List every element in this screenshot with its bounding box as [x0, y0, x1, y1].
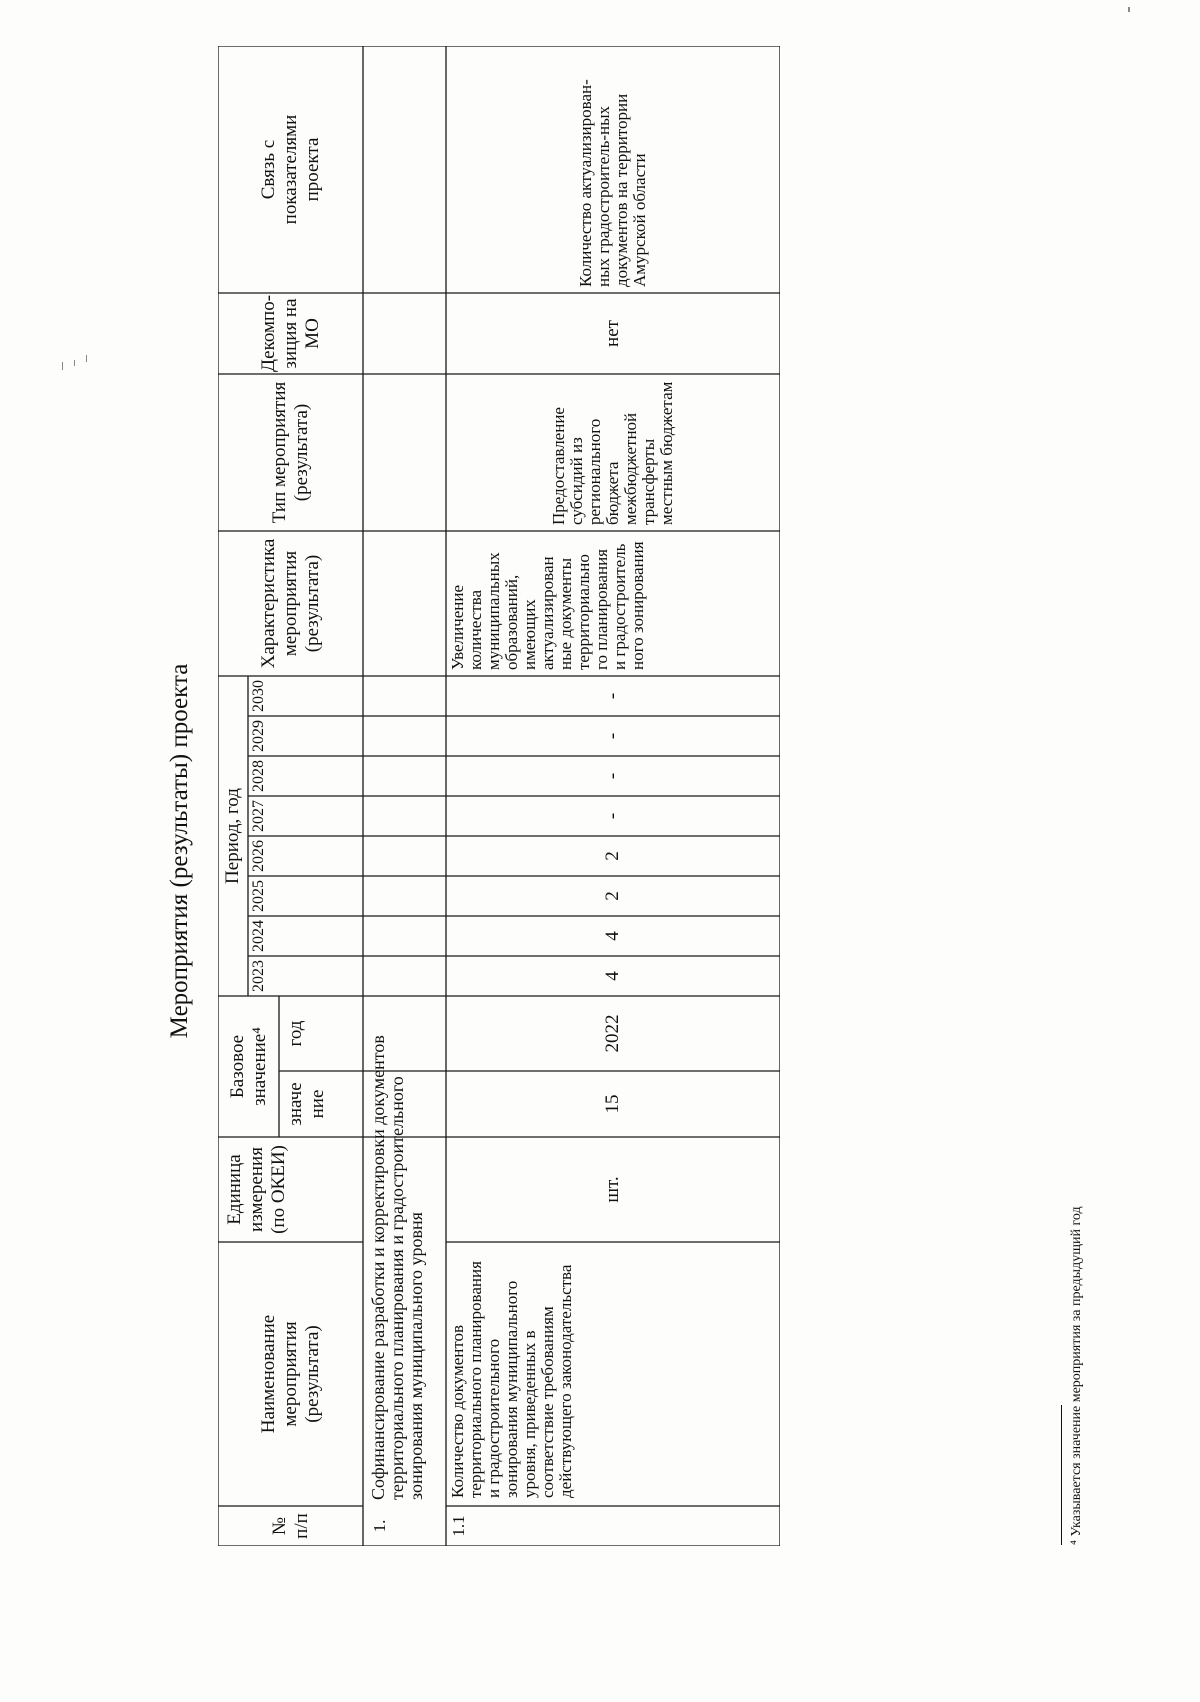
- row-num: 1.1: [449, 1515, 468, 1537]
- section-num: 1.: [370, 1519, 389, 1533]
- scan-speck: [86, 355, 87, 362]
- header-year: 2029: [250, 720, 267, 752]
- header-year: 2028: [250, 760, 267, 792]
- header-base-year: год: [285, 1020, 306, 1047]
- row-year-value: 4: [602, 971, 623, 981]
- scan-speck: [62, 362, 63, 370]
- row-year-value: 2: [602, 851, 623, 861]
- header-year: 2025: [250, 880, 267, 912]
- header-year: 2030: [250, 680, 267, 712]
- row-characteristic: Увеличение количества муниципальных образований, имеющих актуализирован ные документы территориально го планирования и градостроитель ного зонирования: [448, 541, 647, 670]
- row-year-value: -: [602, 812, 623, 820]
- row-decomposition: нет: [602, 320, 623, 347]
- scan-speck: [74, 360, 75, 366]
- header-base-value: значе ние: [285, 1082, 328, 1126]
- header-year: 2024: [250, 920, 267, 952]
- header-base: Базовое значение⁴: [226, 1027, 270, 1106]
- section-title: Софинансирование разработки и корректировки документов территориального планирования и градостроительного зонирования муниципального уровня: [368, 1035, 426, 1500]
- scan-speck: [1128, 7, 1130, 12]
- header-period: Период, год: [222, 788, 243, 884]
- footnote: ⁴ Указывается значение мероприятия за предыдущий год: [1069, 1206, 1084, 1545]
- row-base-year: 2022: [602, 1014, 623, 1053]
- row-year-value: -: [602, 732, 623, 740]
- row-year-value: -: [602, 692, 623, 700]
- header-year: 2023: [250, 960, 267, 992]
- header-type: Тип мероприятия (результата): [268, 381, 312, 524]
- row-name: Количество документов территориального планирования и градостроительного зонирования муниципального уровня, приведенных в соответствие требованиям действующего законодательства: [448, 1261, 575, 1498]
- document-title: Мероприятия (результаты) проекта: [166, 663, 193, 1039]
- events-table: [218, 46, 780, 1546]
- header-name: Наименование мероприятия (результата): [257, 1314, 323, 1434]
- footnote-divider: [1061, 1405, 1062, 1545]
- header-year: 2027: [250, 800, 267, 832]
- row-type: Предоставление субсидий из регионального бюджета межбюджетной трансферты местным бюджетам: [549, 381, 676, 525]
- row-base-value: 15: [602, 1094, 623, 1114]
- header-link: Связь с показателями проекта: [257, 114, 323, 225]
- row-year-value: -: [602, 772, 623, 780]
- header-unit: Единица измерения (по ОКЕИ): [224, 1145, 289, 1234]
- row-unit: шт.: [602, 1176, 623, 1203]
- header-decomposition: Декомпо-зиция на МО: [257, 294, 323, 373]
- row-link: Количество актуализирован-ных градостроитель-ных документов на территории Амурской области: [576, 79, 649, 287]
- header-year: 2026: [250, 840, 267, 872]
- header-num: № п/п: [268, 1513, 312, 1539]
- row-year-value: 4: [602, 931, 623, 941]
- header-characteristic: Характеристика мероприятия (результата): [257, 538, 323, 669]
- row-year-value: 2: [602, 891, 623, 901]
